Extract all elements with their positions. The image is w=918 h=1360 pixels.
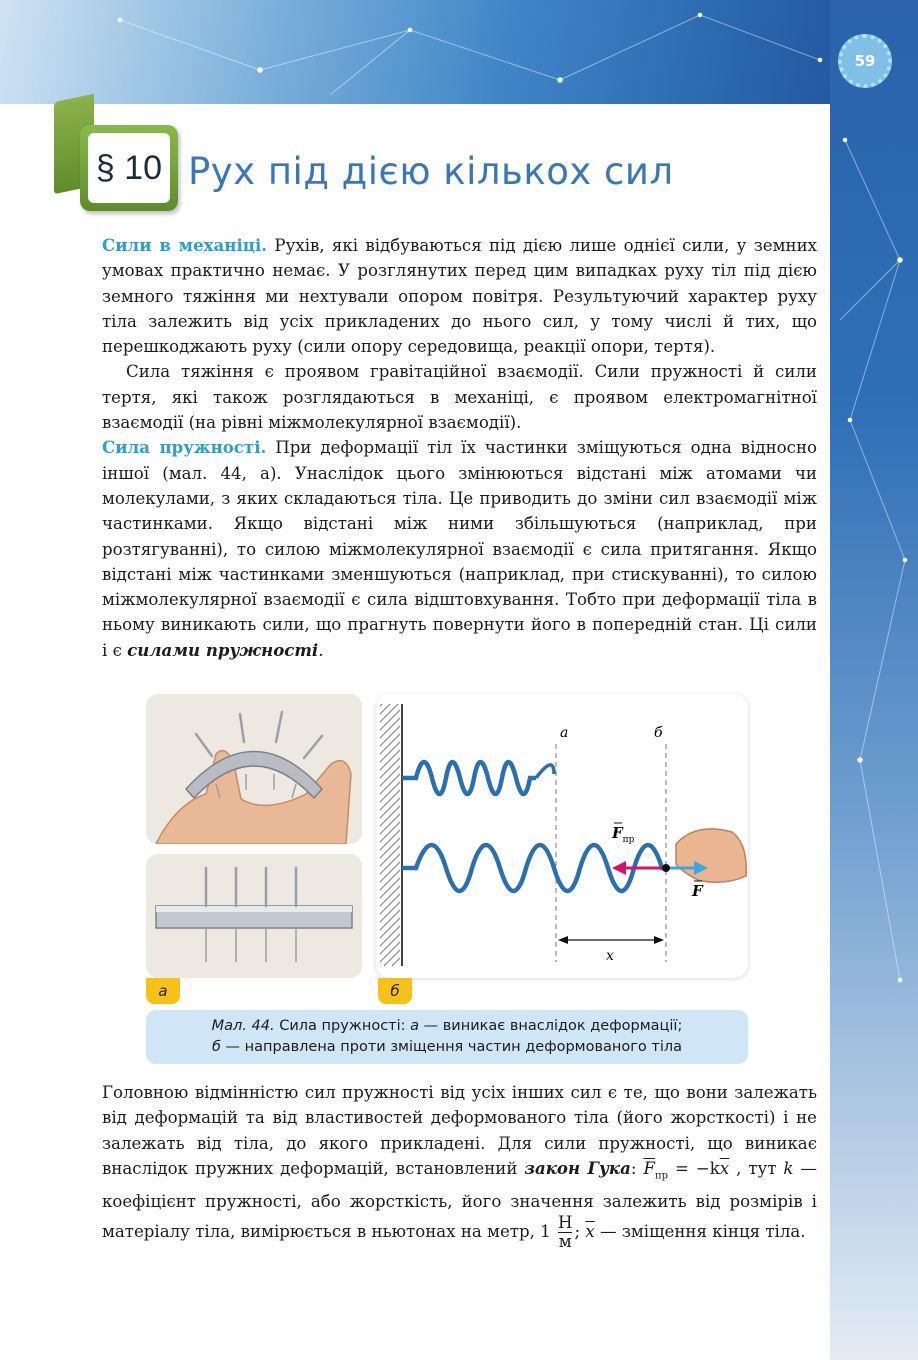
paragraph-elastic-force [102, 435, 817, 663]
figure-caption [146, 1010, 748, 1064]
paragraph-4-text-4: ; [574, 1221, 586, 1241]
formula-F: $\overline{F}$ [643, 1158, 655, 1178]
symbol-k: k [783, 1158, 794, 1178]
paragraph-4-text-5: — зміщення кінця тіла. [594, 1221, 806, 1241]
paragraph-3-text: При деформації тіл їх частинки зміщуються одна відносно іншої (мал. 44, а). Унаслідок цього змінюються відстані між атомами чи молекулами, з яких складаються тіла. Це приводить до зміни сил взаємодії між частинками. Якщо відстані між ними збільшуються (наприклад, при розтягуванні), то силою міжмолекулярної взаємодії є сила притягання. Якщо відстані між частинками зменшуються (наприклад, при стискуванні), то силою міжмолекулярної взаємодії є сила відштовхування. Тобто при деформації тіла в ньому виникають сили, що прагнуть повернути його в попередній стан. Ці сили і є [102, 438, 817, 660]
wall-hatch [380, 704, 400, 966]
hand-illustration [676, 829, 746, 882]
paragraph-gravity [102, 359, 817, 435]
term-elastic-forces: силами пружності [127, 639, 319, 660]
spring-relaxed [402, 762, 554, 794]
paragraph-hooke-law [102, 1080, 817, 1251]
symbol-x: $\overline{x}$ [585, 1221, 595, 1241]
paragraph-4-colon: : [630, 1158, 644, 1178]
caption-a: а [410, 1018, 420, 1034]
figure-label-a: а [146, 978, 180, 1004]
paragraph-4-text-2: , тут [729, 1158, 784, 1178]
figure-b-springs [376, 694, 748, 978]
paragraph-3-end: . [318, 640, 324, 660]
paragraph-4-text-3: — коефіцієнт пружності, або жорсткість, його значення залежить від розмірів і матеріалу тіла, вимірюється в ньютонах на метр, 1 [102, 1158, 817, 1241]
paragraph-4-text-1: Головною відмінністю сил пружності від усіх інших сил є те, що вони залежать від деформацій та від властивостей деформованого тіла (його жорсткості) і не залежать від тіла, до якого прикладені. Для сили пружності, що виникає внаслідок пружних деформацій, встановлений [102, 1083, 817, 1178]
elastic-force-label: $F_{пр}$ [612, 824, 635, 845]
term-hooke-law: закон Гука [524, 1157, 631, 1178]
mark-a: а [560, 725, 569, 741]
heading-elastic-force: Сила пружності. [102, 437, 267, 458]
page-number: 59 [838, 34, 892, 88]
displacement-arrow-left [558, 936, 568, 944]
formula-x: $\overline{x}$ [719, 1158, 730, 1178]
unit-denominator: м [558, 1231, 572, 1251]
section-badge [80, 125, 178, 211]
figure-a-bent-plate [146, 694, 362, 844]
paragraph-forces-in-mechanics [102, 233, 817, 359]
caption-part-2: — виникає внаслідок деформації; [419, 1018, 683, 1034]
section-title: Рух під дією кількох сил [188, 150, 674, 193]
formula-sub: пр [654, 1170, 669, 1182]
caption-part-1: Сила пружності: [274, 1018, 411, 1034]
unit-fraction [558, 1214, 572, 1251]
bent-plate-illustration [146, 694, 362, 844]
formula-hooke [643, 1158, 730, 1182]
paragraph-2-text: Сила тяжіння є проявом гравітаційної взаємодії. Сили пружності й сили тертя, які також розглядаються в механіці, є проявом електромагнітної взаємодії (на рівні міжмолекулярної взаємодії). [102, 362, 817, 433]
displacement-label: x [606, 948, 614, 964]
unit-numerator: Н [557, 1212, 573, 1232]
external-force-label: F [692, 882, 703, 900]
displacement-arrow-right [654, 936, 664, 944]
heading-forces-in-mechanics: Сили в механіці. [102, 235, 268, 255]
caption-b: б [211, 1039, 221, 1055]
caption-prefix: Мал. 44. [211, 1018, 275, 1034]
figure-a-flat-plate [146, 854, 362, 978]
formula-rhs: = −k [668, 1158, 720, 1178]
caption-part-3: — направлена проти зміщення частин деформованого тіла [220, 1039, 683, 1055]
section-number: § 10 [88, 133, 170, 203]
figure-label-b: б [378, 978, 412, 1004]
mark-b: б [654, 725, 663, 741]
elastic-force-arrowhead [612, 861, 626, 875]
spring-end-point [662, 864, 670, 872]
paragraph-1-text: Рухів, які відбуваються під дією лише однієї сили, у земних умовах практично немає. У розглянутих перед цим випадках руху тіл під дією земного тяжіння ми нехтували опором повітря. Результуючий характер руху тіла залежить від усіх прикладених до нього сил, у тому числі й тих, що перешкоджають руху (сили опору середовища, реакції опори, тертя). [102, 236, 817, 357]
flat-plate-illustration [146, 854, 362, 978]
springs-diagram [376, 694, 748, 978]
body-text-top [102, 233, 817, 663]
